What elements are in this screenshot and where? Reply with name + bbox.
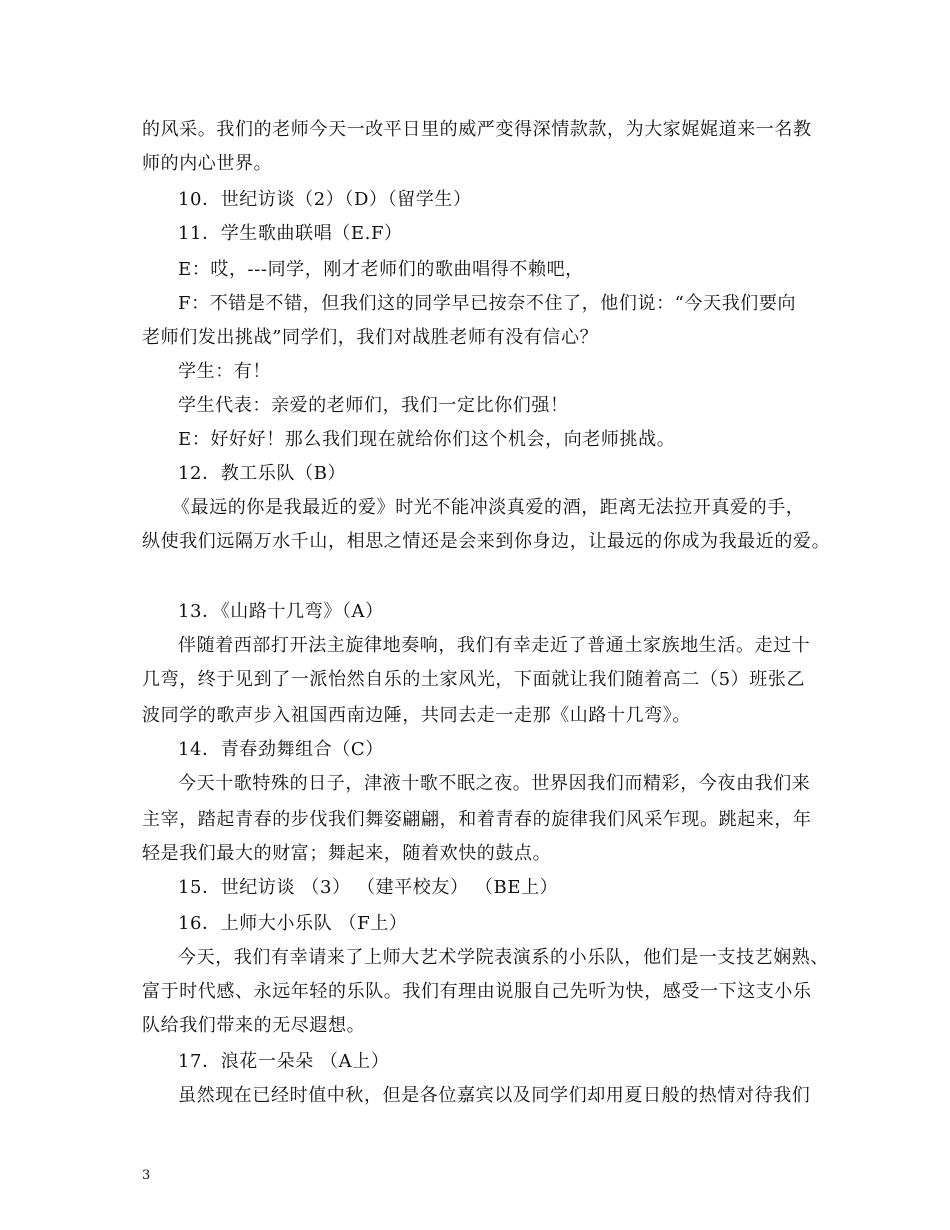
text-line: 主宰，踏起青春的步伐我们舞姿翩翩，和着青春的旋律我们风采乍现。跳起来，年 (142, 809, 812, 830)
text-line: 的风采。我们的老师今天一改平日里的威严变得深情款款，为大家娓娓道来一名教 (142, 119, 812, 140)
text-line: 学生代表：亲爱的老师们，我们一定比你们强！ (178, 395, 569, 416)
text-line: 11．学生歌曲联唱（E.F） (178, 223, 403, 244)
page-number: 3 (142, 1168, 151, 1183)
text-line: 《最远的你是我最近的爱》时光不能冲淡真爱的酒，距离无法拉开真爱的手， (172, 497, 805, 518)
text-line: 13．《山路十几弯》（A） (178, 601, 384, 622)
text-line: 学生：有！ (178, 361, 271, 382)
text-line: 几弯，终于见到了一派怡然自乐的土家风光，下面就让我们随着高二（5）班张乙 (142, 669, 806, 690)
text-line: 今天，我们有幸请来了上师大艺术学院表演系的小乐队，他们是一支技艺娴熟、 (178, 947, 829, 968)
text-line: 15．世纪访谈 （3） （建平校友） （BE上） (178, 877, 559, 898)
text-line: 轻是我们最大的财富；舞起来，随着欢快的鼓点。 (142, 843, 552, 864)
text-line: 波同学的歌声步入祖国西南边陲，共同去走一走那《山路十几弯》。 (142, 705, 691, 726)
text-line: F：不错是不错，但我们这的同学早已按奈不住了，他们说：“今天我们要向 (178, 293, 797, 314)
text-line: 老师们发出挑战”同学们，我们对战胜老师有没有信心？ (142, 327, 599, 348)
text-line: 今天十歌特殊的日子，津液十歌不眠之夜。世界因我们而精彩，今夜由我们来 (178, 773, 811, 794)
text-line: 16．上师大小乐队 （F上） (178, 913, 408, 934)
text-line: E：好好好！那么我们现在就给你们这个机会，向老师挑战。 (178, 429, 676, 450)
text-line: 伴随着西部打开法主旋律地奏响，我们有幸走近了普通土家族地生活。走过十 (178, 635, 811, 656)
text-line: 队给我们带来的无尽遐想。 (142, 1015, 366, 1036)
text-line: 14．青春劲舞组合（C） (178, 739, 384, 760)
text-line: 12．教工乐队（B） (178, 463, 347, 484)
text-line: E：哎，---同学，刚才老师们的歌曲唱得不赖吧， (178, 259, 584, 280)
text-line: 虽然现在已经时值中秋，但是各位嘉宾以及同学们却用夏日般的热情对待我们 (178, 1085, 811, 1106)
text-line: 10．世纪访谈（2）（D）（留学生） (178, 189, 472, 210)
text-line: 富于时代感、永远年轻的乐队。我们有理由说服自己先听为快，感受一下这支小乐 (142, 981, 812, 1002)
text-line: 纵使我们远隔万水千山，相思之情还是会来到你身边，让最远的你成为我最近的爱。 (142, 531, 831, 552)
text-line: 师的内心世界。 (142, 153, 273, 174)
text-line: 17．浪花一朵朵 （A上） (178, 1051, 390, 1072)
